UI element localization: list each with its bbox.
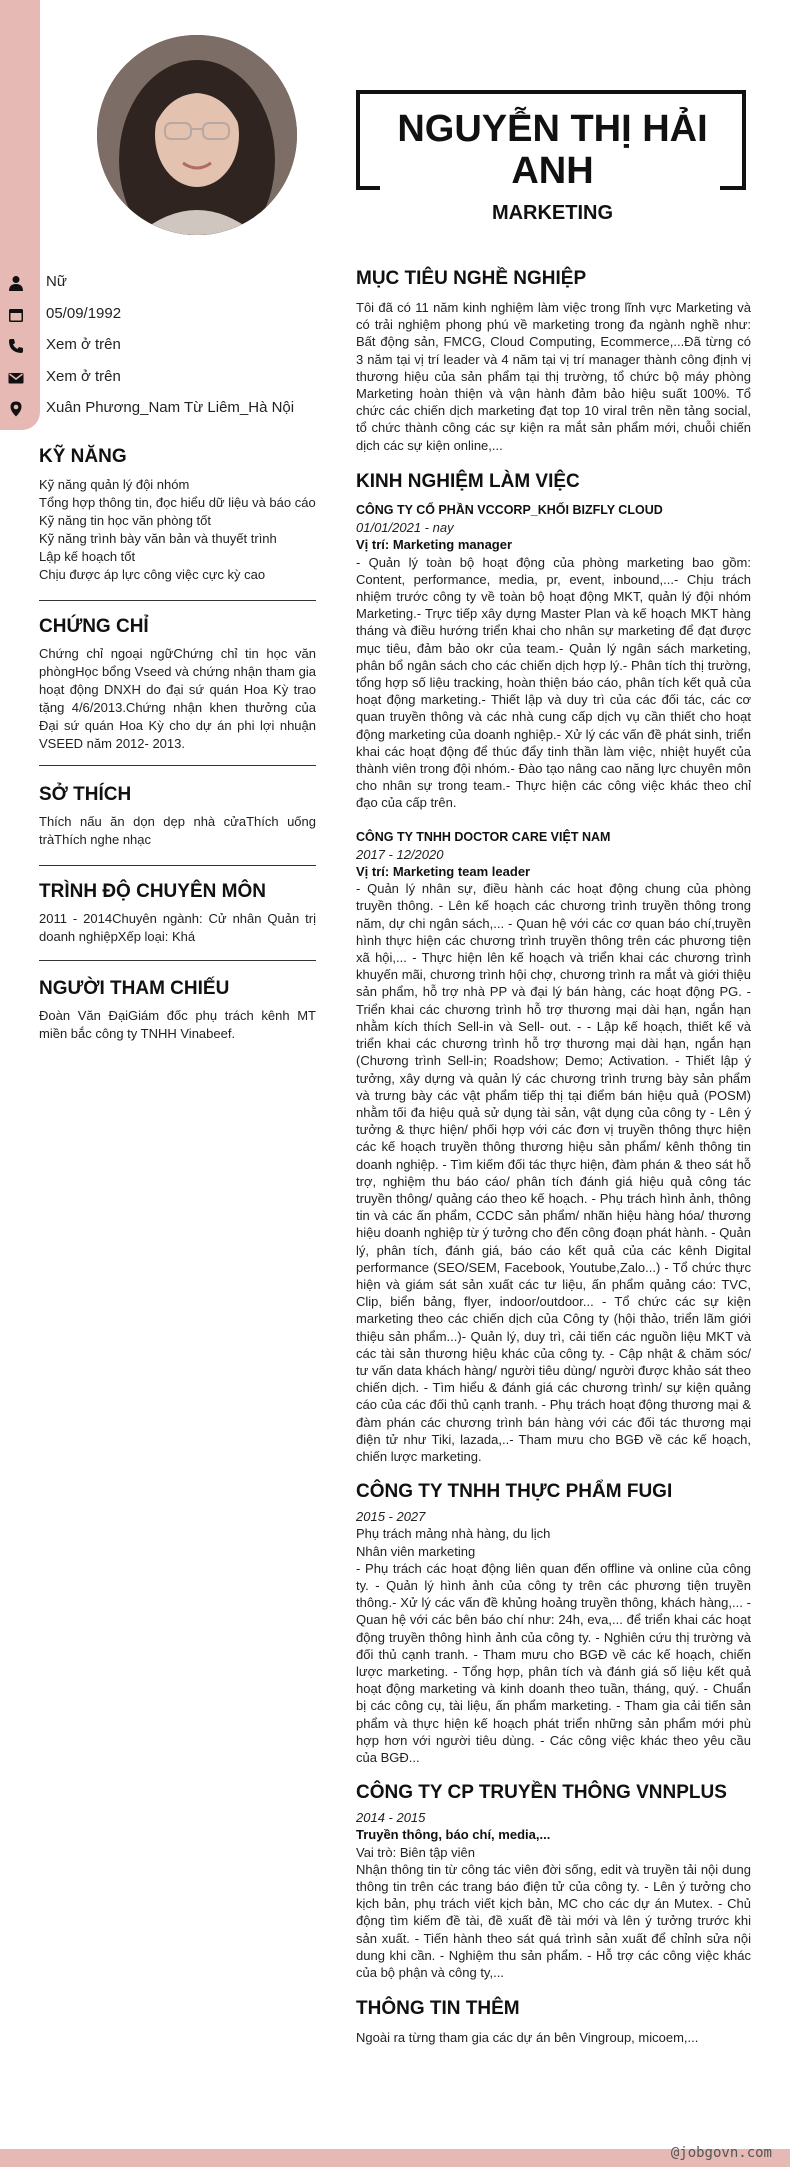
skills-list — [39, 476, 316, 584]
job-date: 2017 - 12/2020 — [356, 846, 444, 862]
experience-heading: KINH NGHIỆM LÀM VIỆC — [356, 471, 580, 492]
contact-address — [0, 394, 320, 424]
section-divider — [39, 600, 316, 601]
location-pin-icon — [8, 401, 24, 417]
skill-item: Chịu được áp lực công việc cực kỳ cao — [39, 567, 266, 582]
objective-text: Tôi đã có 11 năm kinh nghiệm làm việc trong lĩnh vực Marketing và có trải nghiệm phong phú về marketing trong đa ngành nghề như: Bất động sản, FMCG, Cloud Computing, Ecommerce,...Đã từng có 3 năm tại vị trí leader và 4 năm tại vị trí manager thành công định vị thương hiệu của sản phẩm tại thị trường, tổ chức bộ máy phòng Marketing hoàn thiện và vận hành đảm bảo hiệu suất 100%. Tổ chức các chiến dịch marketing đạt top 10 viral trên nền tảng social, tổ chức thành công các sự kiện ra mắt sản phẩm mới, chuỗi chiến dịch các sự kiện online,... — [356, 300, 751, 453]
section-divider — [39, 865, 316, 866]
job-company: CÔNG TY CP TRUYỀN THÔNG VNNPLUS — [356, 1782, 727, 1804]
references-text: Đoàn Văn ĐạiGiám đốc phụ trách kênh MT miền bắc công ty TNHH Vinabeef. — [39, 1008, 316, 1041]
contact-birthday — [0, 300, 320, 330]
mail-icon — [8, 370, 24, 386]
job-position: Truyền thông, báo chí, media,... — [356, 1827, 551, 1843]
job-company: CÔNG TY TNHH DOCTOR CARE VIỆT NAM — [356, 829, 611, 844]
contact-phone-text[interactable]: Xem ở trên — [46, 336, 121, 353]
certificates-heading: CHỨNG CHỈ — [39, 616, 149, 637]
skill-item: Kỹ năng quản lý đội nhóm — [39, 477, 190, 492]
extra-info-section — [356, 1997, 751, 2046]
footer-watermark: @jobgovn.com — [670, 2145, 772, 2161]
job-date: 01/01/2021 - nay — [356, 520, 454, 536]
calendar-icon — [8, 307, 24, 323]
contact-birthday-text: 05/09/1992 — [46, 305, 122, 322]
job-position: Vị trí: Marketing manager — [356, 537, 513, 553]
job-description: - Phụ trách các hoạt động liên quan đến offline và online của công ty. - Quản lý hình ảnh của công ty trên các phương tiện truyền thông.- Xử lý các vấn đề khủng hoảng truyền thông, khách hàng,... - Quan hệ với các bên báo chí như: 24h, eva,... để triển khai các hoạt động truyền thông hình ảnh của công ty. - Nghiên cứu thị trường và đối thủ cạnh tranh. - Tham mưu cho BGĐ về các kế hoạch, chiến lược marketing. - Tổng hợp, phân tích và đánh giá số liệu kết quả hoạt động marketing và kinh doanh theo tuần, tháng, quý. - Chuẩn bị các công cụ, tài liệu, ấn phẩm marketing. - Tham gia cải tiến sản phẩm và thực hiện kế hoạch phát triển những sản phẩm mới phù hợp hơn với người tiêu dùng. - Các công việc khác theo yêu cầu của BGĐ... — [356, 1560, 751, 1766]
certificates-text: Chứng chỉ ngoại ngữChứng chỉ tin học văn phòngHọc bổng Vseed và chứng nhận tham gia hoạt động DNXH do đại sứ quán Hoa Kỳ trao tặng 4/6/2013.Chứng nhận khen thưởng của Đại sứ quán Hoa Kỳ cho dự án phi lợi nhuận VSEED năm 2012- 2013. — [39, 646, 316, 751]
job-description: - Quản lý nhân sự, điều hành các hoạt động chung của phòng truyền thông. - Lên kế hoạch các chương trình truyền thông trong năm, dự chi ngân sách,... - Quan hệ với các cơ quan báo chí,truyền hình thực hiện các chương trình truyền thông trên các phương tiện xã hội,... - Thực hiện lên kế hoạch và triển khai các chương trình khuyến mãi, chương trình hội chợ, chương trình ra mắt và giới thiệu sản phẩm, hỗ trợ nhà PP và đại lý bán hàng, các hoạt động PG. - Triển khai các chương trình hỗ trợ thương mại dài hạn, ngắn hạn nhằm kích thích Sell-in và Sell- out. - - Lập kế hoạch, thiết kế và triển khai các chương trình hỗ trợ thương mại dài hạn, ngắn hạn (Chương trình Sell-in; Roadshow; Demo; Activation. - Thiết lập ý tưởng, xây dựng và quản lý các chương trình trưng bày sản phẩm và trưng bày các vật phẩm tiếp thị tại điểm bán hiệu quả (POSM) nhằm tối đa hiệu quả sử dụng tài sản, vật dụng của công ty - Lên ý tưởng & thực hiện/ phối hợp với các đơn vị truyền thông thực hiện các kế hoạch truyền thông thương hiệu sản phẩm/ kênh thông tin doanh nghiệp. - Tìm kiếm đối tác thực hiện, đàm phán & theo sát hỗ trợ, nghiệm thu báo cáo/ phân tích đánh giá hiệu quả công tác truyền thông/ quảng cáo theo kế hoạch. - Phụ trách hình ảnh, thông tin và các ấn phẩm, CCDC sản phẩm/ nhãn hiệu hàng hóa/ thương hiệu doanh nghiệp từ ý tưởng cho đến công đoạn phát hành. - Quản lý, phân tích, đánh giá, báo cáo kết quả của các kênh Digital performance (SEO/SEM, Facebook, Youtube,Zalo...) - Tổ chức thực hiện và giám sát sản xuất các tư liệu, ấn phẩm quảng cáo: TVC, Clip, biển bảng, flyer, indoor/outdoor... - Tổ chức các sự kiện marketing theo các chiến dịch của Công ty (hội thảo, triển lãm giới thiệu sản phẩm...)- Quản lý, duy trì, cải tiến các nguồn liệu MKT và các tài sản thương hiệu khác của công ty. - Cập nhật & chăm sóc/ tư vấn data khách hàng/ người tiêu dùng/ người được khảo sát theo chiến dịch. - Tìm hiểu & đánh giá các chương trình/ sự kiện quảng cáo của các đối thủ cạnh tranh. - Phụ trách hoạt động thương mại & đàm phán các chương trình bán hàng với các đối tác thương mại điện tử như Tiki, lazada,..- Tham mưu cho BGĐ về các kế hoạch, chiến lược marketing. — [356, 881, 751, 1464]
objective-section — [356, 267, 751, 454]
experience-section — [356, 470, 751, 2046]
job-entry — [356, 829, 751, 1466]
skill-item: Kỹ năng trình bày văn bản và thuyết trình — [39, 531, 277, 546]
job-date: 2015 - 2027 — [356, 1509, 426, 1525]
job-position: Vị trí: Marketing team leader — [356, 864, 531, 880]
education-text: 2011 - 2014Chuyên ngành: Cử nhân Quản trị doanh nghiệpXếp loại: Khá — [39, 911, 316, 944]
job-company: CÔNG TY CỔ PHẦN VCCORP_KHỐI BIZFLY CLOUD — [356, 503, 663, 517]
hobbies-text: Thích nấu ăn dọn dẹp nhà cửaThích uống tràThích nghe nhạc — [39, 814, 316, 847]
job-entry — [356, 502, 751, 812]
skill-item: Lập kế hoạch tốt — [39, 549, 136, 564]
extra-info-heading: THÔNG TIN THÊM — [356, 1998, 520, 2020]
contact-gender-text: Nữ — [46, 273, 67, 290]
job-company: CÔNG TY TNHH THỰC PHẨM FUGI — [356, 1481, 673, 1503]
contact-phone — [0, 331, 320, 361]
skills-heading: KỸ NĂNG — [39, 446, 127, 467]
candidate-role: MARKETING — [491, 202, 614, 224]
person-icon — [8, 275, 24, 291]
hobbies-heading: SỞ THÍCH — [39, 784, 132, 805]
extra-info-text: Ngoài ra từng tham gia các dự án bên Vingroup, micoem,... — [356, 2030, 699, 2046]
avatar-illustration — [97, 35, 297, 235]
candidate-name: NGUYỄN THỊ HẢI ANH — [397, 108, 708, 192]
job-position: Phụ trách mảng nhà hàng, du lịch — [356, 1526, 551, 1542]
job-position-secondary: Vai trò: Biên tập viên — [356, 1844, 475, 1860]
skill-item: Tổng hợp thông tin, đọc hiểu dữ liệu và báo cáo — [39, 495, 316, 510]
contact-gender — [0, 268, 320, 298]
objective-heading: MỤC TIÊU NGHỀ NGHIỆP — [356, 268, 587, 289]
skill-item: Kỹ năng tin học văn phòng tốt — [39, 513, 212, 528]
contact-address-text: Xuân Phương_Nam Từ Liêm_Hà Nội — [46, 399, 295, 416]
education-heading: TRÌNH ĐỘ CHUYÊN MÔN — [39, 881, 266, 902]
job-entry — [356, 1480, 751, 1766]
job-description: Nhận thông tin từ công tác viên đời sống, edit và truyền tải nội dung thông tin trên các trang báo điện tử của công ty. - Lên ý tưởng cho kịch bản, phụ trách viết kịch bản, MC cho các dự án Mutex. - Chủ động tìm kiếm đề tài, đề xuất đề tài mới và lên ý tưởng trước khi sản xuất. - Tiến hành theo sát quá trình sản xuất để chỉnh sửa nội dung khi cần. - Nghiệm thu sản phẩm. - Hỗ trợ các công việc khác của bộ phận và công ty,... — [356, 1861, 751, 1981]
profile-photo — [97, 35, 297, 235]
job-description: - Quản lý toàn bộ hoạt động của phòng marketing bao gồm: Content, performance, media, pr, event, inbound,...- Chịu trách nhiệm trước công ty về toàn bộ hoạt động MKT, quản lý đội nhóm Marketing.- Trực tiếp xây dựng Master Plan và kế hoạch MKT hàng tháng và điều hướng triển khai cho nhân sự marketing để đạt được mục tiêu, đảm bảo okr của team.- Quản lý ngân sách marketing, phân bổ ngân sách cho các chiến dịch hợp lý.- Phân tích thị trường, tổng hợp số liệu tracking, hoàn thiện báo cáo, phân tích kết quả của hoạt động marketing.- Thiết lập và duy trì của các đối tác, các cơ quan truyền thông và các nhà cung cấp dịch vụ cần thiết cho hoạt động marketing của doanh nghiệp.- Xử lý các vấn đề phát sinh, triển khai các hoạt động để thúc đẩy tinh thần làm việc, nhiệt huyết của thành viên trong đội nhóm.- Đào tạo nâng cao năng lực chuyên môn cho nhân sự trong team.- Thực hiện các công việc khác theo chỉ đạo của cấp trên. — [356, 554, 751, 811]
contact-email-text[interactable]: Xem ở trên — [46, 368, 121, 385]
job-position-secondary: Nhân viên marketing — [356, 1543, 476, 1559]
job-date: 2014 - 2015 — [356, 1810, 426, 1826]
job-entry — [356, 1781, 751, 1981]
section-divider — [39, 960, 316, 961]
contact-email — [0, 363, 320, 393]
references-heading: NGƯỜI THAM CHIẾU — [39, 978, 230, 999]
section-divider — [39, 765, 316, 766]
phone-icon — [8, 338, 24, 354]
